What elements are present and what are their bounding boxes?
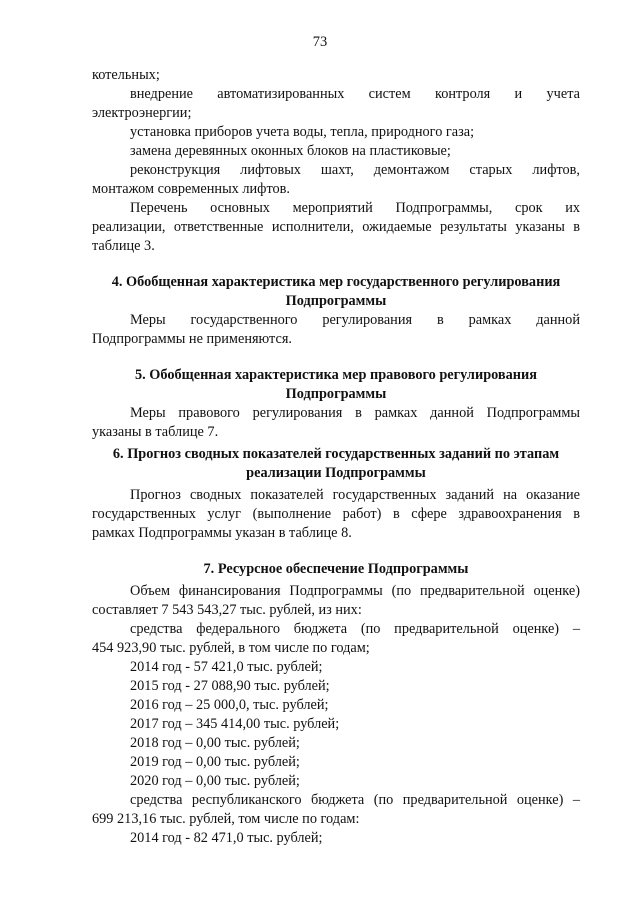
text-line: рамках Подпрограммы указан в таблице 8.	[92, 525, 352, 541]
text-line: средства федерального бюджета (по предварительной оценке) –	[130, 621, 580, 637]
text-line: 699 213,16 тыс. рублей, том числе по годам:	[92, 811, 360, 827]
text-line: установка приборов учета воды, тепла, природного газа;	[130, 124, 475, 140]
text-line: электроэнергии;	[92, 105, 192, 121]
text-line: государственных услуг (выполнение работ) в сфере здравоохранения в	[92, 506, 580, 522]
heading-line: Подпрограммы	[285, 386, 387, 402]
text-line: монтажом современных лифтов.	[92, 181, 290, 197]
text-line: внедрение автоматизированных систем контроля и учета	[130, 86, 580, 102]
text-line: Подпрограммы не применяются.	[92, 331, 292, 347]
text-line: 2020 год – 0,00 тыс. рублей;	[130, 773, 300, 789]
text-line: 2019 год – 0,00 тыс. рублей;	[130, 754, 300, 770]
heading-line: 4. Обобщенная характеристика мер государственного регулирования	[111, 274, 561, 290]
heading-line: реализации Подпрограммы	[246, 465, 426, 481]
document-body	[92, 66, 580, 848]
text-line: 2014 год - 82 471,0 тыс. рублей;	[130, 830, 323, 846]
heading-line: 5. Обобщенная характеристика мер правового регулирования	[134, 367, 538, 383]
text-line: 2016 год – 25 000,0, тыс. рублей;	[130, 697, 329, 713]
page-number: 73	[312, 34, 328, 50]
text-line: указаны в таблице 7.	[92, 424, 219, 440]
text-line: 2015 год - 27 088,90 тыс. рублей;	[130, 678, 330, 694]
text-line: 2018 год – 0,00 тыс. рублей;	[130, 735, 300, 751]
text-line: таблице 3.	[92, 238, 155, 254]
text-line: Меры государственного регулирования в рамках данной	[130, 312, 580, 328]
text-line: Объем финансирования Подпрограммы (по предварительной оценке)	[130, 583, 580, 599]
text-line: составляет 7 543 543,27 тыс. рублей, из них:	[92, 602, 362, 618]
text-line: Перечень основных мероприятий Подпрограммы, срок их	[130, 200, 580, 216]
heading-line: Подпрограммы	[285, 293, 387, 309]
text-line: реконструкция лифтовых шахт, демонтажом старых лифтов,	[130, 162, 580, 178]
text-line: Прогноз сводных показателей государственных заданий на оказание	[130, 487, 580, 503]
section-5-heading	[92, 366, 580, 404]
section-4-heading	[92, 273, 580, 311]
text-line: замена деревянных оконных блоков на пластиковые;	[130, 143, 451, 159]
text-line: котельных;	[92, 67, 160, 83]
text-line: 454 923,90 тыс. рублей, в том числе по годам;	[92, 640, 370, 656]
text-line: Меры правового регулирования в рамках данной Подпрограммы	[130, 405, 580, 421]
section-7-heading: 7. Ресурсное обеспечение Подпрограммы	[203, 561, 469, 577]
text-line: 2014 год - 57 421,0 тыс. рублей;	[130, 659, 323, 675]
section-6-heading	[92, 445, 580, 483]
text-line: 2017 год – 345 414,00 тыс. рублей;	[130, 716, 340, 732]
heading-line: 6. Прогноз сводных показателей государственных заданий по этапам	[112, 446, 560, 462]
text-line: реализации, ответственные исполнители, ожидаемые результаты указаны в	[92, 219, 580, 235]
text-line: средства республиканского бюджета (по предварительной оценке) –	[130, 792, 580, 808]
